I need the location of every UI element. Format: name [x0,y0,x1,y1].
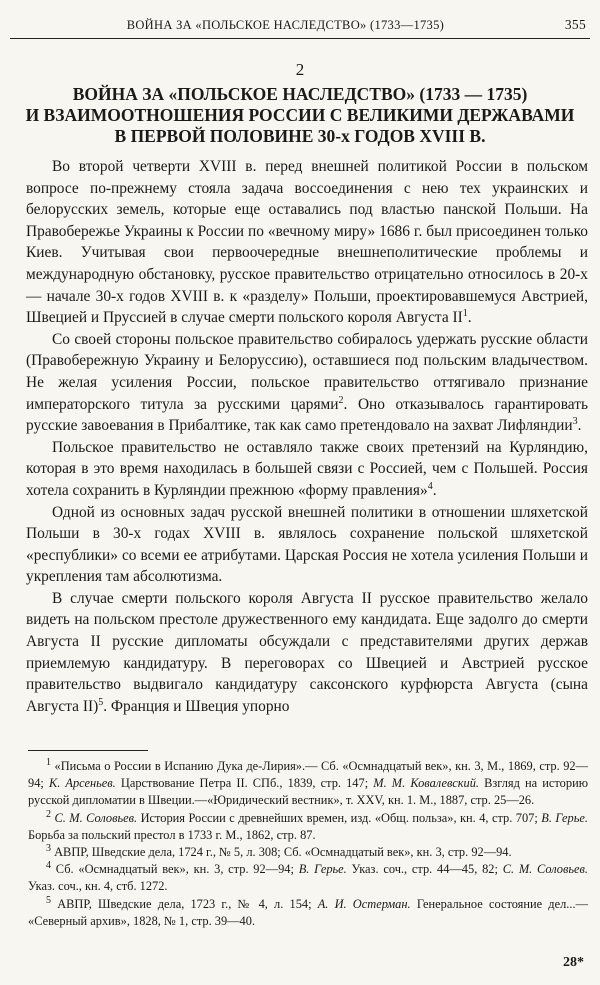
footnote-ref[interactable]: 5 [98,696,104,708]
footnotes [28,758,588,930]
header-rule [10,38,590,39]
paragraph: Польское правительство не оставляло также своих претензий на Курляндию, которая в это время находилась в большей связи с Россией, чем с Польшей. Россия хотела сохранить в Курляндии прежнюю «форму правления»$^4$. [26,438,588,499]
running-head [14,14,586,36]
footnote-ref[interactable]: 4 [427,480,433,492]
paragraph: Одной из основных задач русской внешней политики в отношении шляхетской Польши в 30-х годах XVIII в. являлось сохранение польской шляхетской «республики» со всеми ее атрибутами. Царская Россия не хотела усиления Польши и укрепления там абсолютизма. [26,503,588,586]
footnote: $^1$ «Письма о России в Испанию Дука де-Лирия».— Сб. «Осмнадцатый век», кн. 3, М., 1869, стр. 92—94; К. Арсеньев. Царствование Петра II. СПб., 1839, стр. 147; М. М. Ковалевский. Взгляд на историю русской дипломатии в Швеции.—«Юридический вестник», т. XXV, кн. 1. М., 1887, стр. 25—26. [28,756,588,808]
running-head-title: ВОЙНА ЗА «ПОЛЬСКОЕ НАСЛЕДСТВО» (1733—1735) [126,17,445,32]
footnote: $^4$ Сб. «Осмнадцатый век», кн. 3, стр. 92—94; В. Герье. Указ. соч., стр. 44—45, 82; С. М. Соловьев. Указ. соч., кн. 4, стб. 1272. [28,860,588,894]
paragraph: Со своей стороны польское правительство собиралось удержать русские области (Правобережную Украину и Белоруссию), оставшиеся под польским владычеством. Не желая усиления России, польское правительство оттягивало признание императорского титула за русскими царями$^2$. Оно отказывалось гарантировать русские завоевания в Прибалтике, так как само претендовало на захват Лифляндии$^3$. [26,330,588,435]
chapter-title-line: И ВЗАИМООТНОШЕНИЯ РОССИИ С ВЕЛИКИМИ ДЕРЖАВАМИ [25,105,575,125]
footnote: $^2$ С. М. Соловьев. История России с древнейших времен, изд. «Общ. польза», кн. 4, стр. 707; В. Герье. Борьба за польский престол в 1733 г. М., 1862, стр. 87. [28,808,588,842]
page-number: 355 [564,17,586,32]
paragraph: В случае смерти польского короля Августа II русское правительство желало видеть на польском престоле дружественного ему кандидата. Еще задолго до смерти Августа II русские дипломаты обсуждали с представителями других держав приемлемую кандидатуру. В переговорах со Швецией и Австрией русское правительство выдвигало кандидатуру саксонского курфюрста Августа (сына Августа II)$^5$. Франция и Швеция упорно [26,589,588,715]
paragraph: Во второй четверти XVIII в. перед внешней политикой России в польском вопросе по-прежнему стояла задача воссоединения с нею тех украинских и белорусских земель, которые еще оставались под властью панской Польши. На Правобережье Украины к России по «вечному миру» 1686 г. был присоединен только Киев. Учитывая свои первоочередные внешнеполитические проблемы и международную обстановку, русское правительство отрицательно относилось в 20-х — начале 30-х годов XVIII в. к «разделу» Польши, проектировавшемуся Австрией, Швецией и Пруссией в случае смерти польского короля Августа $II^1$. [26,158,588,327]
body-text [26,156,588,717]
footnote: $^3$ АВПР, Шведские дела, 1724 г., № 5, л. 308; Сб. «Осмнадцатый век», кн. 3, стр. 92—94. [46,842,512,860]
footnote: $^5$ АВПР, Шведские дела, 1723 г., № 4, л. 154; А. И. Остерман. Генеральное состояние дел...— «Северный архив», 1828, № 1, стр. 39—40. [28,894,588,928]
chapter-number: 2 [295,60,305,79]
footnote-ref[interactable]: 2 [338,394,344,406]
chapter-title-line: ВОЙНА ЗА «ПОЛЬСКОЕ НАСЛЕДСТВО» (1733 — 1735) [72,84,528,104]
footnote-ref[interactable]: 1 [462,308,468,320]
footnote-ref[interactable]: 3 [572,416,578,427]
footnote-rule [28,750,148,751]
chapter-title [18,84,582,147]
signature-mark: 28* [563,955,584,970]
chapter-title-line: В ПЕРВОЙ ПОЛОВИНЕ 30-х ГОДОВ XVIII В. [114,126,486,146]
